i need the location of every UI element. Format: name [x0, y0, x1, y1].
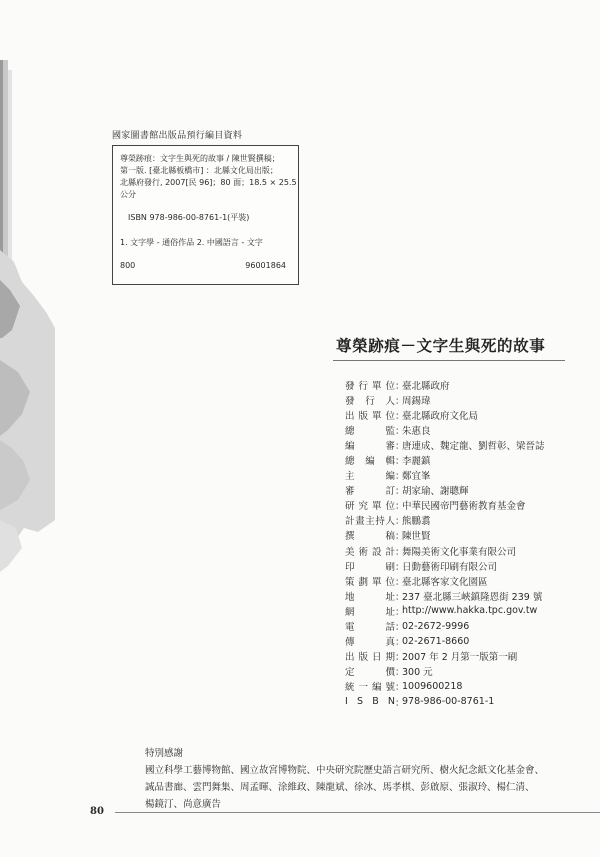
- credit-label: 傳 真: [345, 637, 395, 649]
- credit-row: [345, 603, 545, 618]
- credit-label: 印 刷: [345, 561, 395, 573]
- cip-subjects: 1. 文字學 - 通俗作品 2. 中國語言 - 文字: [120, 238, 263, 247]
- credit-colon: ：: [395, 395, 405, 407]
- credit-value: http://www.hakka.tpc.gov.tw: [402, 605, 538, 617]
- credit-label: I S B N: [345, 696, 395, 708]
- credit-value: 日動藝術印刷有限公司: [402, 561, 498, 573]
- credit-label: 網 址: [345, 606, 395, 618]
- credit-label: 發 行 單 位: [345, 380, 395, 392]
- cip-isbn: ISBN 978-986-00-8761-1(平裝): [128, 213, 250, 222]
- credit-colon: ：: [395, 697, 405, 709]
- credit-colon: ：: [395, 652, 405, 664]
- credit-label: 定 價: [345, 667, 395, 679]
- credit-row: [345, 377, 545, 392]
- credit-label: 研 究 單 位: [345, 501, 395, 513]
- credit-label: 總 編 輯: [345, 456, 395, 468]
- acknowledgements-line: 楊鏡汀、尚意廣告: [145, 799, 222, 810]
- credit-colon: ：: [395, 606, 405, 618]
- acknowledgements-line: 誠品書廊、雲門舞集、周孟暉、涂維政、陳龍斌、徐冰、馬孝棋、彭啟原、張淑玲、楊仁清、: [145, 782, 535, 793]
- credit-label: 總 監: [345, 425, 395, 437]
- credit-label: 審 訂: [345, 486, 395, 498]
- credit-value: 237 臺北縣三峽鎮隆恩街 239 號: [402, 591, 543, 603]
- credit-row: [345, 452, 545, 467]
- cip-line-4: 公分: [120, 190, 136, 199]
- credit-row: [345, 407, 545, 422]
- credit-label: 電 話: [345, 622, 395, 634]
- book-title: 尊榮跡痕－文字生與死的故事: [336, 336, 546, 355]
- credit-row: [345, 573, 545, 588]
- decorative-landscape-edge: [0, 0, 55, 857]
- credit-label: 撰 稿: [345, 531, 395, 543]
- credit-row: [345, 634, 545, 649]
- credit-colon: ：: [395, 516, 405, 528]
- credit-colon: ：: [395, 637, 405, 649]
- credit-row: [345, 528, 545, 543]
- credit-colon: ：: [395, 622, 405, 634]
- credit-label: 出 版 單 位: [345, 410, 395, 422]
- credit-colon: ：: [395, 486, 405, 498]
- cip-heading: 國家圖書館出版品預行編目資料: [112, 131, 243, 141]
- credit-row: [345, 437, 545, 452]
- credit-colon: ：: [395, 591, 405, 603]
- credit-colon: ：: [395, 667, 405, 679]
- credit-row: [345, 679, 545, 694]
- credit-value: 02-2672-9996: [402, 620, 470, 632]
- cip-record-number: 96001864: [245, 261, 286, 270]
- credit-value: 唐連成、魏定龍、劉哲彰、梁晉誌: [402, 440, 545, 452]
- credit-row: [345, 664, 545, 679]
- credit-label: 策 劃 單 位: [345, 576, 395, 588]
- credit-colon: ：: [395, 531, 405, 543]
- credit-colon: ：: [395, 501, 405, 513]
- credit-label: 發 行 人: [345, 395, 395, 407]
- credit-value: 臺北縣政府文化局: [402, 410, 479, 422]
- credit-label: 計 畫 主 持 人: [345, 516, 395, 528]
- footer-divider: [115, 812, 600, 813]
- credit-value: 鄭宜峯: [402, 471, 431, 483]
- credit-value: 1009600218: [402, 680, 463, 692]
- credit-colon: ：: [395, 471, 405, 483]
- credit-value: 舞陽美術文化事業有限公司: [402, 546, 517, 558]
- credit-colon: ：: [395, 440, 405, 452]
- credit-value: 陳世賢: [402, 531, 431, 543]
- credit-colon: ：: [395, 380, 405, 392]
- credit-row: [345, 543, 545, 558]
- credit-colon: ：: [395, 425, 405, 437]
- acknowledgements: [145, 762, 544, 813]
- credit-label: 地 址: [345, 591, 395, 603]
- credit-value: 李麗鎮: [402, 456, 431, 468]
- credit-row: [345, 694, 545, 709]
- credit-colon: ：: [395, 410, 405, 422]
- credit-colon: ：: [395, 682, 405, 694]
- credit-colon: ：: [395, 561, 405, 573]
- credit-row: [345, 498, 545, 513]
- cip-line-3: 北縣府發行, 2007[民 96]；80 面；18.5 × 25.5: [120, 178, 297, 187]
- page-number: 80: [90, 806, 104, 817]
- cip-line-2: 第一版. [臺北縣板橋市] ：北縣文化局出版；: [120, 166, 278, 175]
- credit-colon: ：: [395, 576, 405, 588]
- credit-value: 臺北縣政府: [402, 380, 450, 392]
- credit-label: 美 術 設 計: [345, 546, 395, 558]
- cip-line-1: 尊榮跡痕：文字生與死的故事 / 陳世賢撰稿；: [120, 154, 280, 163]
- credit-row: [345, 422, 545, 437]
- credit-value: 300 元: [402, 667, 433, 679]
- credit-row: [345, 513, 545, 528]
- credit-value: 02-2671-8660: [402, 635, 470, 647]
- credit-value: 臺北縣客家文化園區: [402, 576, 488, 588]
- credit-label: 統 一 編 號: [345, 682, 395, 694]
- credit-value: 胡家瑜、謝聰輝: [402, 486, 469, 498]
- credit-row: [345, 392, 545, 407]
- credit-value: 中華民國帝門藝術教育基金會: [402, 501, 526, 513]
- credit-value: 2007 年 2 月第一版第一刷: [402, 652, 518, 664]
- credit-row: [345, 558, 545, 573]
- credit-value: 978-986-00-8761-1: [402, 696, 495, 708]
- credit-row: [345, 649, 545, 664]
- credit-row: [345, 588, 545, 603]
- credits-list: [345, 377, 545, 709]
- credit-label: 編 審: [345, 440, 395, 452]
- acknowledgements-title: 特別感謝: [145, 748, 184, 759]
- credit-value: 朱惠良: [402, 425, 431, 437]
- credit-label: 主 編: [345, 471, 395, 483]
- cip-record-box: [112, 145, 299, 285]
- credit-value: 周錫瑋: [402, 395, 431, 407]
- acknowledgements-line: 國立科學工藝博物館、國立故宮博物院、中央研究院歷史語言研究所、樹火紀念紙文化基金會、: [145, 765, 545, 776]
- credit-row: [345, 619, 545, 634]
- credit-colon: ：: [395, 456, 405, 468]
- credit-row: [345, 468, 545, 483]
- cip-class-number: 800: [120, 261, 136, 270]
- credit-colon: ：: [395, 546, 405, 558]
- credit-row: [345, 483, 545, 498]
- credit-value: 熊鵬翥: [402, 516, 431, 528]
- title-divider: [333, 360, 565, 361]
- credit-label: 出 版 日 期: [345, 652, 395, 664]
